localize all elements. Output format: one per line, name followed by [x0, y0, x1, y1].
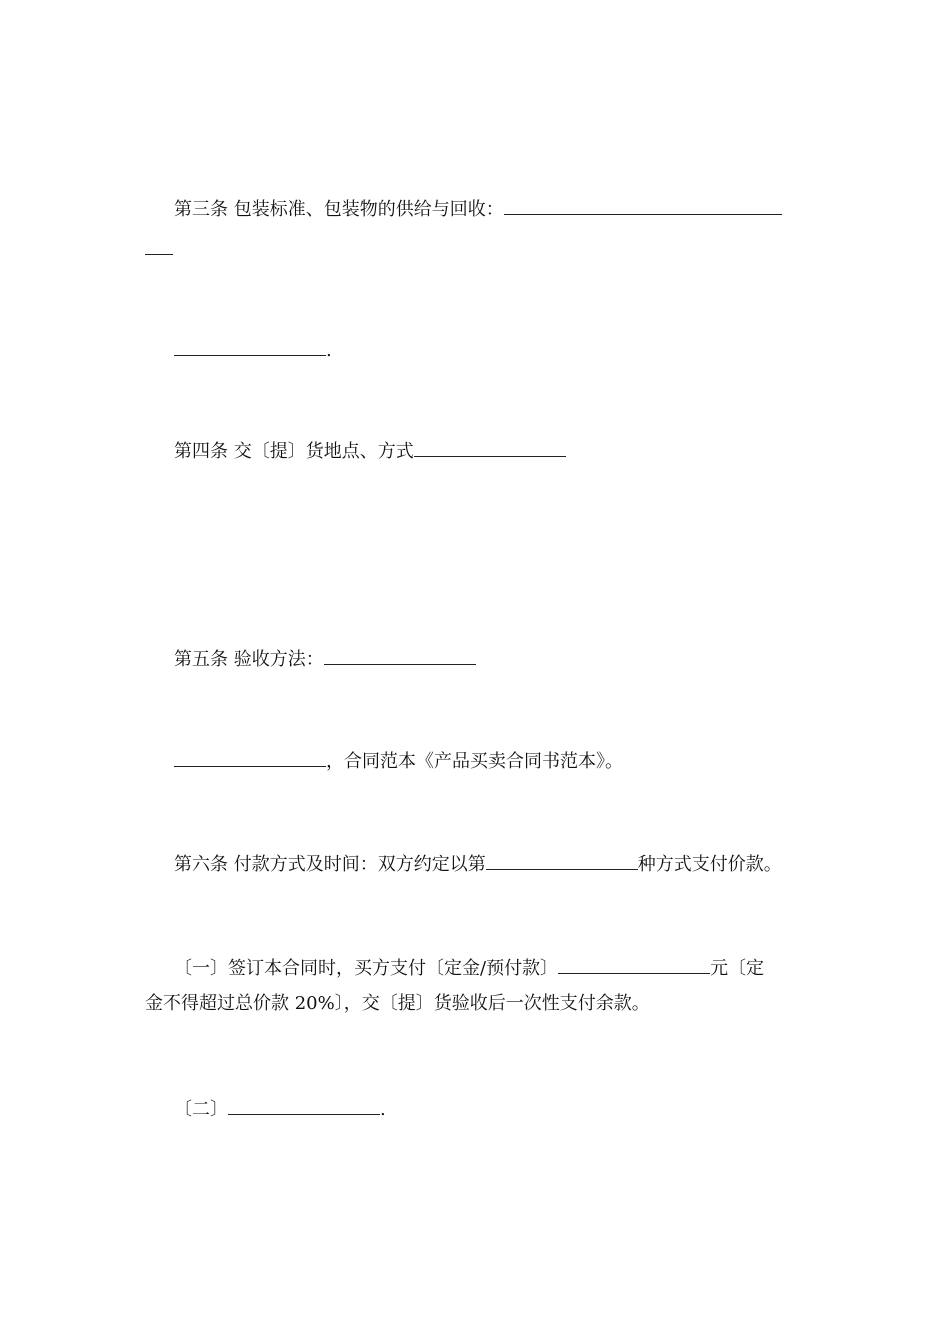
clause-2-line [174, 1096, 386, 1122]
clause-1-line-2-text: 金不得超过总价款 20%〕，交〔提〕货验收后一次性支付余款。 [145, 993, 650, 1014]
article-5-text: 第五条 验收方法： [174, 649, 324, 670]
article-3-wrap-line [145, 236, 173, 262]
article-5-line [174, 646, 476, 672]
clause-2-label: 〔二〕 [174, 1099, 228, 1120]
clause-1-line-2 [145, 992, 650, 1016]
article-3-line [174, 196, 782, 222]
article-6-text-after: 种方式支付价款。 [637, 854, 782, 875]
clause-2-blank [228, 1096, 380, 1115]
article-4-line [174, 438, 566, 464]
article-6-line [174, 851, 782, 877]
article-5-cont-blank [174, 748, 326, 767]
clause-1-line [174, 955, 764, 981]
article-3-cont-blank [174, 337, 326, 356]
article-6-text-before: 第六条 付款方式及时间：双方约定以第 [174, 854, 486, 875]
clause-2-end: . [380, 1099, 386, 1120]
article-3-text: 第三条 包装标准、包装物的供给与回收： [174, 199, 504, 220]
article-5-blank [324, 646, 476, 665]
article-5-cont-text: ，合同范本《产品买卖合同书范本》。 [326, 751, 623, 772]
clause-1-blank [558, 955, 710, 974]
article-5-cont-line [174, 748, 623, 774]
clause-1-text-before: 〔一〕签订本合同时，买方支付〔定金/预付款〕 [174, 958, 559, 979]
clause-1-text-after: 元〔定 [710, 958, 765, 979]
article-4-blank [414, 438, 566, 457]
article-6-blank [486, 851, 638, 870]
article-3-blank [504, 196, 782, 215]
article-3-end: . [326, 340, 332, 361]
article-3-cont-line [174, 337, 332, 363]
article-3-wrap-blank [145, 236, 173, 255]
article-4-text: 第四条 交〔提〕货地点、方式 [174, 441, 414, 462]
